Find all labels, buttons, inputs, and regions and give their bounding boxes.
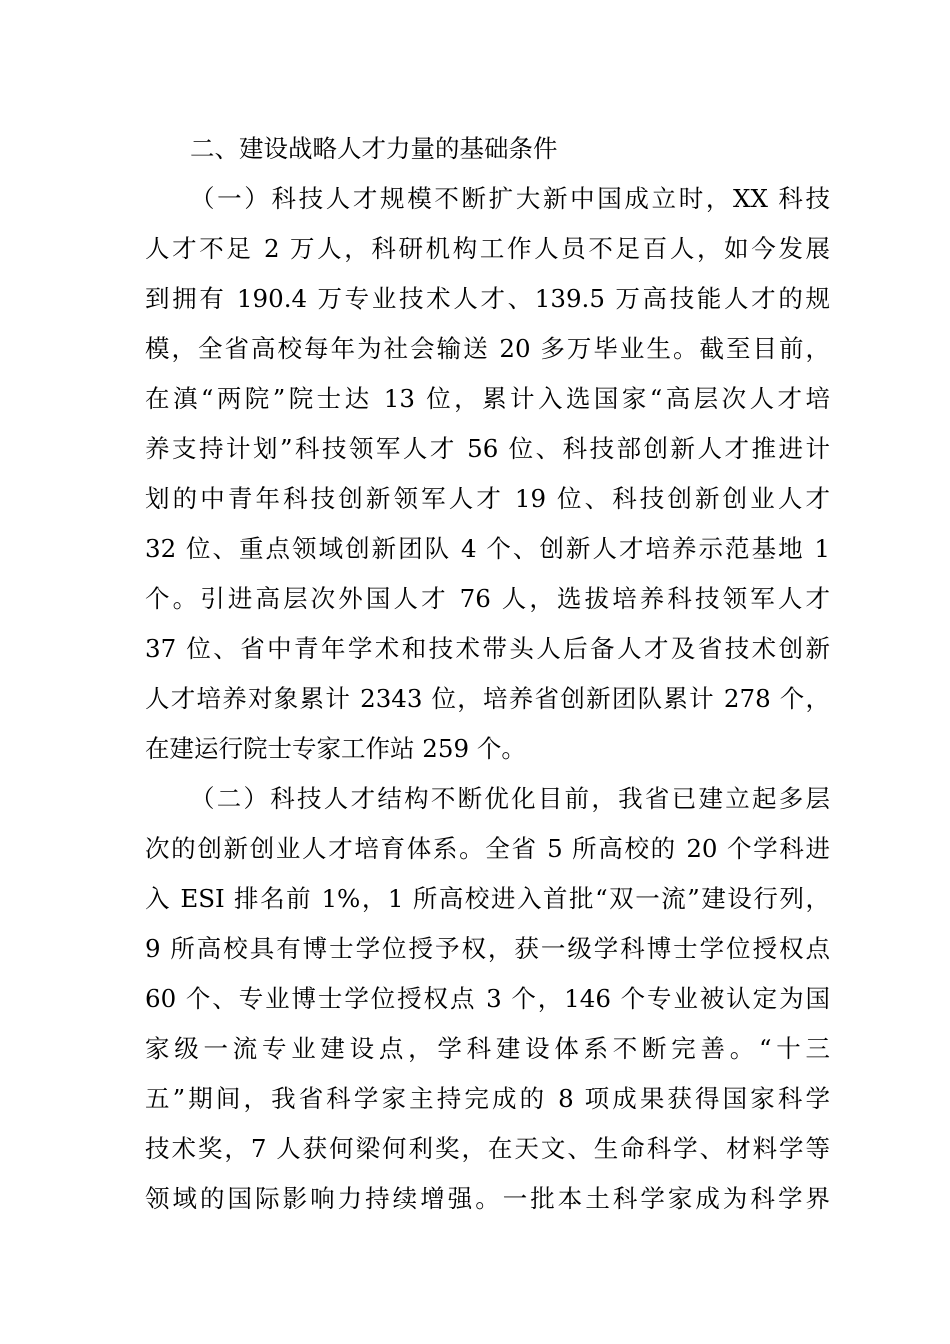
- paragraph-line: 领域的国际影响力持续增强。一批本土科学家成为科学界: [145, 1184, 830, 1213]
- section-heading: 二、建设战略人才力量的基础条件: [190, 134, 558, 163]
- paragraph-line: 家级一流专业建设点，学科建设体系不断完善。“十三: [145, 1034, 830, 1063]
- paragraph-line: 模，全省高校每年为社会输送 20 多万毕业生。截至目前，: [145, 334, 830, 363]
- paragraph-line: 人才培养对象累计 2343 位，培养省创新团队累计 278 个，: [145, 684, 830, 713]
- paragraph-line: 技术奖，7 人获何梁何利奖，在天文、生命科学、材料学等: [145, 1134, 830, 1163]
- paragraph-line: 人才不足 2 万人，科研机构工作人员不足百人，如今发展: [145, 234, 830, 263]
- paragraph-line: 60 个、专业博士学位授权点 3 个，146 个专业被认定为国: [145, 984, 830, 1013]
- paragraph-line: 在滇“两院”院士达 13 位，累计入选国家“高层次人才培: [145, 384, 830, 413]
- paragraph-line: 个。引进高层次外国人才 76 人，选拔培养科技领军人才: [145, 584, 830, 613]
- paragraph-line: 9 所高校具有博士学位授予权，获一级学科博士学位授权点: [145, 934, 830, 963]
- paragraph-line: 五”期间，我省科学家主持完成的 8 项成果获得国家科学: [145, 1084, 830, 1113]
- paragraph-line: 次的创新创业人才培育体系。全省 5 所高校的 20 个学科进: [145, 834, 830, 863]
- paragraph-line: 到拥有 190.4 万专业技术人才、139.5 万高技能人才的规: [145, 284, 830, 313]
- paragraph-line: （二）科技人才结构不断优化目前，我省已建立起多层: [190, 784, 830, 813]
- paragraph-line: 37 位、省中青年学术和技术带头人后备人才及省技术创新: [145, 634, 830, 663]
- paragraph-line: 32 位、重点领域创新团队 4 个、创新人才培养示范基地 1: [145, 534, 830, 563]
- paragraph-line: 入 ESI 排名前 1%，1 所高校进入首批“双一流”建设行列，: [145, 884, 830, 913]
- paragraph-line: 在建运行院士专家工作站 259 个。: [145, 734, 526, 763]
- paragraph-line: 划的中青年科技创新领军人才 19 位、科技创新创业人才: [145, 484, 830, 513]
- paragraph-line: 养支持计划”科技领军人才 56 位、科技部创新人才推进计: [145, 434, 830, 463]
- paragraph-line: （一）科技人才规模不断扩大新中国成立时，XX 科技: [190, 184, 830, 213]
